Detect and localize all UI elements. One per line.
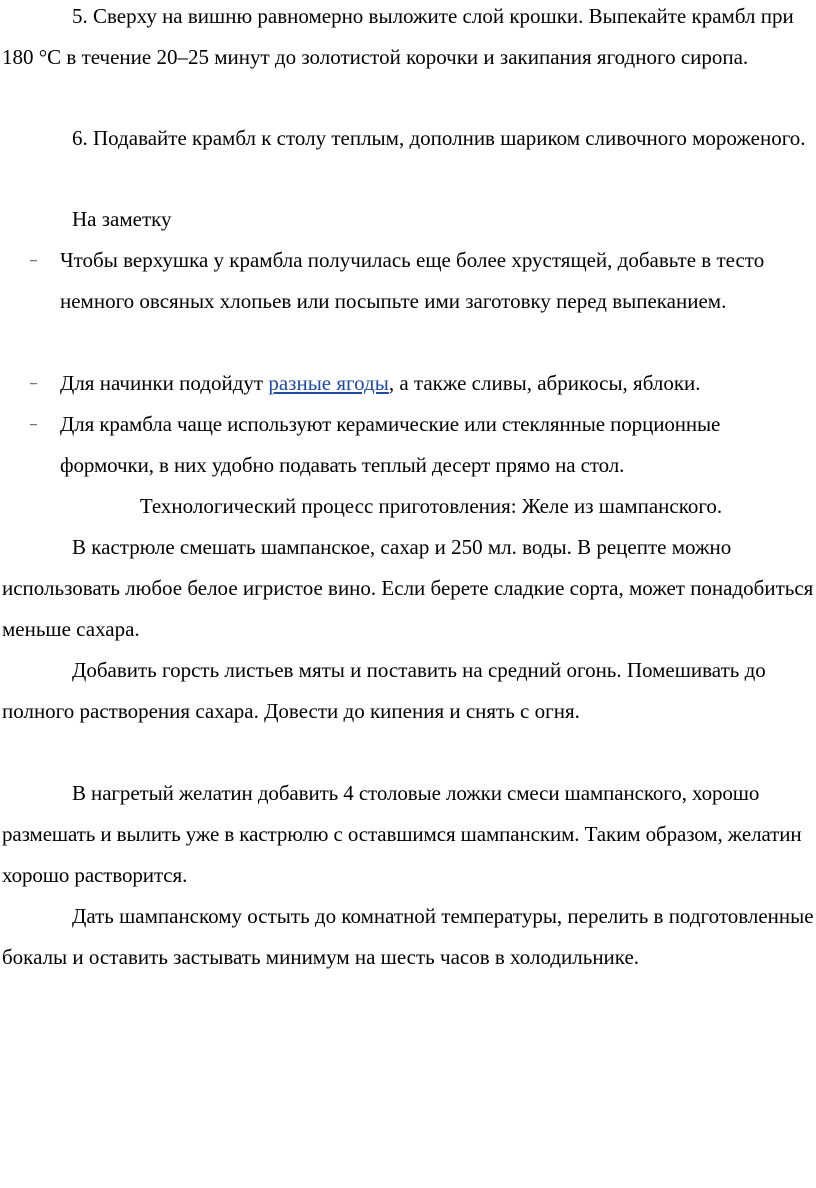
note-text-before-link: Для начинки подойдут — [60, 371, 269, 395]
body-paragraph: В кастрюле смешать шампанское, сахар и 250 мл. воды. В рецепте можно использовать любое белое игристое вино. Если берете сладкие сорта, может понадобиться меньше сахара. — [2, 535, 814, 641]
step-6-paragraph: 6. Подавайте крамбл к столу теплым, дополнив шариком сливочного мороженого. — [72, 126, 806, 150]
note-text: Для крамбла чаще используют керамические или стеклянные порционные формочки, в них удобно подавать теплый десерт прямо на стол. — [60, 412, 721, 477]
body-paragraph: Дать шампанскому остыть до комнатной температуры, перелить в подготовленные бокалы и оставить застывать минимум на шесть часов в холодильнике. — [2, 904, 814, 969]
note-title: На заметку — [72, 207, 172, 231]
note-text-after-link: , а также сливы, абрикосы, яблоки. — [388, 371, 701, 395]
list-dash: – — [30, 253, 37, 268]
body-paragraph: В нагретый желатин добавить 4 столовые ложки смеси шампанского, хорошо размешать и вылить уже в кастрюлю с оставшимся шампанским. Таким образом, желатин хорошо растворится. — [2, 781, 802, 887]
step-5-paragraph: 5. Сверху на вишню равномерно выложите слой крошки. Выпекайте крамбл при 180 °C в течение 20–25 минут до золотистой корочки и закипания ягодного сиропа. — [2, 4, 794, 69]
note-list-item — [30, 404, 816, 486]
list-dash: – — [30, 417, 37, 432]
list-dash: – — [30, 376, 37, 391]
note-list-item — [30, 363, 816, 404]
berries-link[interactable]: разные ягоды — [268, 371, 389, 395]
note-text: Чтобы верхушка у крамбла получилась еще более хрустящей, добавьте в тесто немного овсяных хлопьев или посыпьте ими заготовку перед выпеканием. — [60, 248, 765, 313]
process-heading: Технологический процесс приготовления: Желе из шампанского. — [139, 494, 723, 518]
body-paragraph: Добавить горсть листьев мяты и поставить на средний огонь. Помешивать до полного растворения сахара. Довести до кипения и снять с огня. — [2, 658, 766, 723]
note-list-item — [30, 240, 816, 322]
